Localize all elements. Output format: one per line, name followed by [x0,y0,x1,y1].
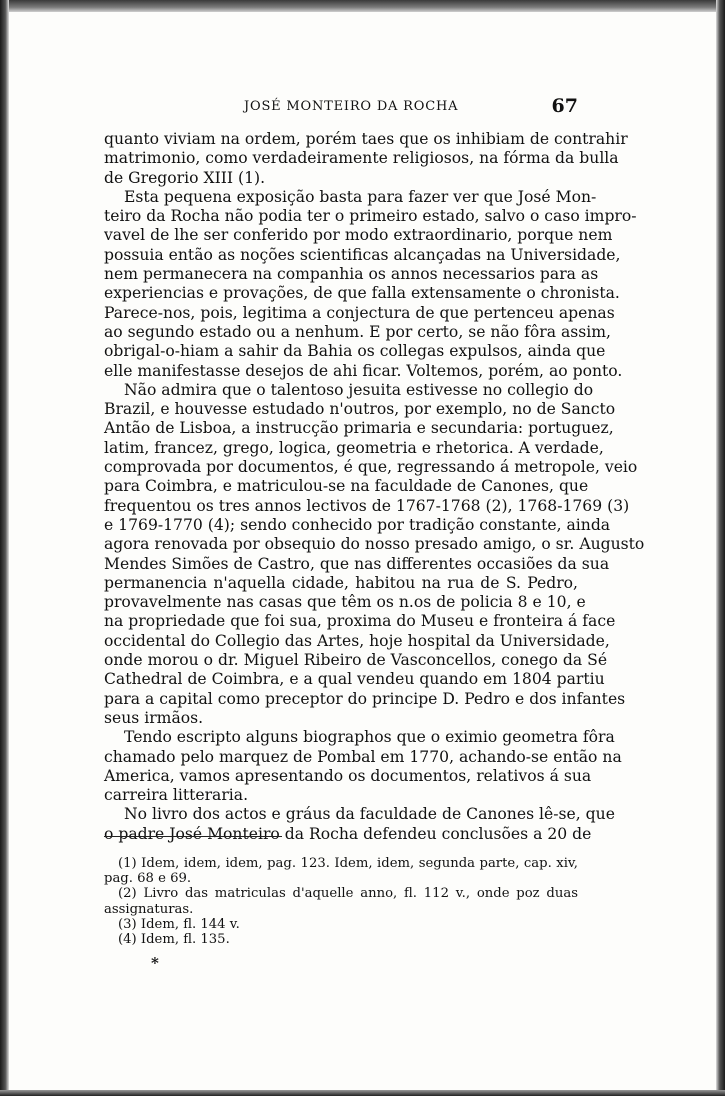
footnote-line: (3) Idem, fl. 144 v. [118,916,240,932]
body-text [104,130,645,844]
body-line: carreira litteraria. [104,786,249,805]
body-line: Parece-nos, pois, legitima a conjectura de que pertenceu apenas [104,303,615,322]
body-line: possuia então as noções scientificas alcançadas na Universidade, [104,245,621,264]
body-line: ao segundo estado ou a nenhum. E por certo, se não fôra assim, [104,322,612,341]
body-line: latim, francez, grego, logica, geometria e rhetorica. A verdade, [104,438,604,457]
body-line: No livro dos actos e gráus da faculdade de Canones lê-se, que [124,805,615,824]
scan-border-right [716,0,725,1096]
body-line: frequentou os tres annos lectivos de 1767-1768 (2), 1768-1769 (3) [104,496,630,515]
body-line: onde morou o dr. Miguel Ribeiro de Vasconcellos, conego da Sé [104,651,608,670]
body-line: Tendo escripto alguns biographos que o eximio geometra fôra [124,728,615,747]
body-line: provavelmente nas casas que têm os n.os de policia 8 e 10, e [104,593,586,612]
scan-border-bottom [0,1090,725,1096]
body-line: o padre José Monteiro da Rocha defendeu conclusões a 20 de [104,824,592,843]
footnote-divider [104,836,282,837]
body-line: Cathedral de Coimbra, e a qual vendeu quando em 1804 partiu [104,670,605,689]
body-line: agora renovada por obsequio do nosso presado amigo, o sr. Augusto [104,535,645,554]
body-line: Não admira que o talentoso jesuita estivesse no collegio do [124,380,594,399]
body-line: Mendes Simões de Castro, que nas differentes occasiões da sua [104,554,610,573]
body-line: elle manifestasse desejos de ahi ficar. Voltemos, porém, ao ponto. [104,361,623,380]
footnote-line: pag. 68 e 69. [104,871,192,887]
body-line: para a capital como preceptor do principe D. Pedro e dos infantes [104,689,626,708]
body-line: comprovada por documentos, é que, regressando á metropole, veio [104,458,638,477]
body-line: obrigal-o-hiam a sahir da Bahia os collegas expulsos, ainda que [104,342,606,361]
end-mark: * [151,954,159,972]
body-line: permanencia n'aquella cidade, habitou na rua de S. Pedro, [104,573,578,592]
footnote-line: (4) Idem, fl. 135. [118,931,230,947]
scan-border-left [0,0,9,1096]
body-line: de Gregorio XIII (1). [104,168,266,187]
body-line: e 1769-1770 (4); sendo conhecido por tradição constante, ainda [104,515,611,534]
footnote-line: (1) Idem, idem, idem, pag. 123. Idem, idem, segunda parte, cap. xiv, [118,856,578,871]
page-header [104,95,578,119]
body-line: nem permanecera na companhia os annos necessarios para as [104,265,599,284]
body-line: matrimonio, como verdadeiramente religiosos, na fórma da bulla [104,149,619,168]
footnotes [104,856,578,947]
page-number: 67 [551,95,578,117]
body-line: chamado pelo marquez de Pombal em 1770, achando-se então na [104,747,622,766]
body-line: Esta pequena exposição basta para fazer ver que José Mon- [124,187,597,206]
body-line: vavel de lhe ser conferido por modo extraordinario, porque nem [104,226,613,245]
body-line: Brazil, e houvesse estudado n'outros, por exemplo, no de Sancto [104,400,616,419]
body-line: occidental do Collegio das Artes, hoje hospital da Universidade, [104,631,610,650]
scan-border-top [0,0,725,12]
body-line: na propriedade que foi sua, proxima do Museu e fronteira á face [104,612,616,631]
body-line: experiencias e provações, de que falla extensamente o chronista. [104,284,620,303]
running-title: JOSÉ MONTEIRO DA ROCHA [244,99,459,114]
footnote-line: (2) Livro das matriculas d'aquelle anno, fl. 112 v., onde poz duas [118,886,578,902]
body-line: para Coimbra, e matriculou-se na faculdade de Canones, que [104,477,589,496]
body-line: quanto viviam na ordem, porém taes que os inhibiam de contrahir [104,130,628,148]
footnote-line: assignaturas. [104,901,194,917]
body-line: seus irmãos. [104,708,204,727]
body-line: Antão de Lisboa, a instrucção primaria e secundaria: portuguez, [104,419,614,438]
body-line: America, vamos apresentando os documentos, relativos á sua [104,766,592,785]
body-line: teiro da Rocha não podia ter o primeiro estado, salvo o caso impro- [104,207,637,226]
